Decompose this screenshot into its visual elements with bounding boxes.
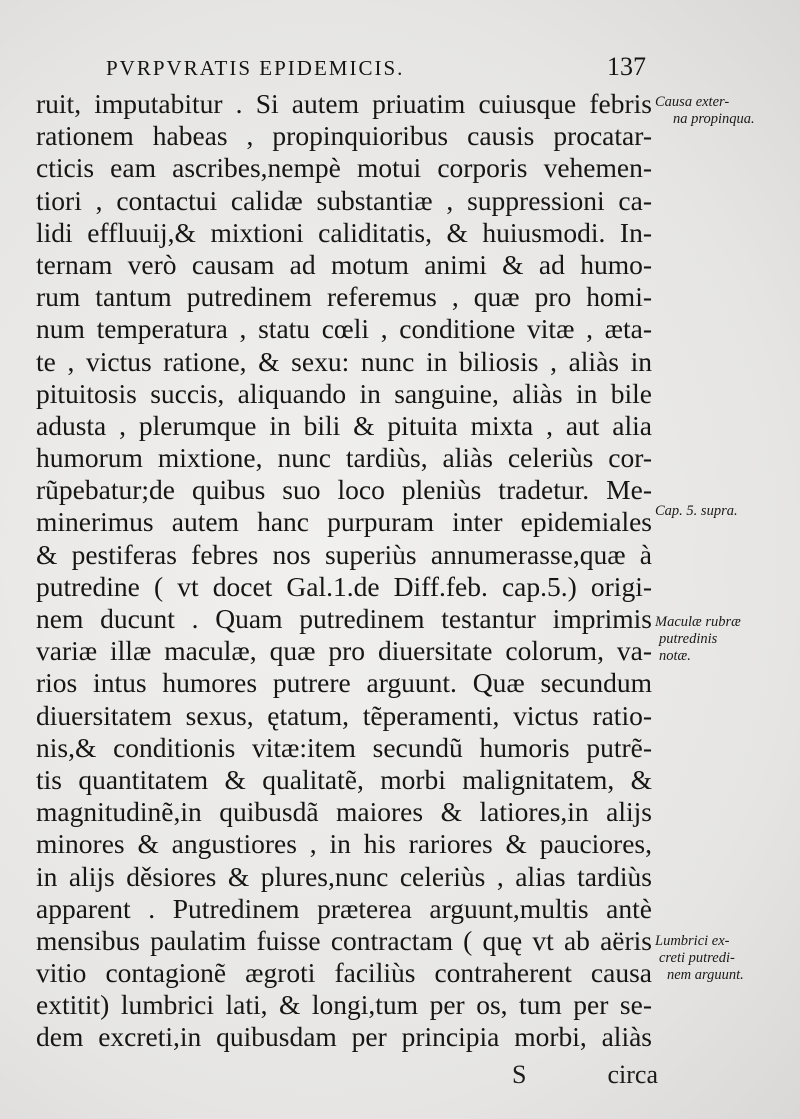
text-line: diuersitatem sexus, ętatum, tẽperamenti, victus ratio- [36,699,652,731]
text-line: pituitosis succis, aliquando in sanguine, aliàs in bile [36,377,652,409]
text-line: apparent . Putredinem præterea arguunt,multis antè [36,892,652,924]
text-line: variæ illæ maculæ, quæ pro diuersitate colorum, va- [36,635,652,667]
text-line: rationem habeas , propinquioribus causis procatar- [36,120,652,152]
text-line: cticis eam ascribes,nempè motui corporis vehemen- [36,152,652,184]
text-line: rum tantum putredinem referemus , quæ pro homi- [36,281,652,313]
text-line: extitit) lumbrici lati, & longi,tum per os, tum per se- [36,989,652,1021]
text-line: magnitudinẽ,in quibusdã maiores & latiores,in alijs [36,796,652,828]
text-line: nem ducunt . Quam putredinem testantur imprimis [36,603,652,634]
signature-mark: S [512,1060,527,1089]
marginal-note-line: creti putredi- [659,950,735,966]
text-line: minores & angustiores , in his rariores & pauciores, [36,828,652,860]
text-line: putredine ( vt docet Gal.1.de Diff.feb. cap.5.) origi- [36,570,652,602]
text-line: ternam verò causam ad motum animi & ad humo- [36,248,652,280]
marginal-note-line: Lumbrici ex- [655,933,730,949]
marginal-note-line: na propinqua. [673,111,755,127]
marginal-note-line: Causa exter- [655,94,730,110]
text-line: lidi effluuij,& mixtioni caliditatis, & huiusmodi. In- [36,216,652,248]
page-footer [36,1060,658,1090]
page-number: 137 [607,52,646,81]
marginal-note-line: Cap. 5. supra. [655,503,738,519]
text-line: rios intus humores putrere arguunt. Quæ secundum [36,667,652,699]
text-line: nis,& conditionis vitæ:item secundũ humoris putrẽ- [36,731,652,763]
running-title: PVRPVRATIS EPIDEMICIS. [106,56,405,80]
text-line: dem excreti,in quibusdam per principia morbi, aliàs [36,1021,652,1053]
marginal-note-line: notæ. [659,648,691,664]
text-line: & pestiferas febres nos superiùs annumerasse,quæ à [36,538,652,570]
catchword: circa [607,1060,658,1089]
text-line: te , victus ratione, & sexu: nunc in biliosis , aliàs in [36,345,652,377]
marginal-note-maculae [655,614,795,665]
page-header [106,52,646,84]
text-line: tiori , contactui calidæ substantiæ , suppressioni ca- [36,184,652,216]
text-line: minerimus autem hanc purpuram inter epidemiales [36,506,652,538]
text-line: rũpebatur;de quibus suo loco pleniùs tradetur. Me- [36,474,652,506]
marginal-note-line: Maculæ rubræ [655,614,741,630]
marginal-note-line: putredinis [659,631,718,647]
marginal-note-lumbrici [655,933,795,984]
text-line: num temperatura , statu cœli , conditione vitæ , æta- [36,313,652,345]
text-line: mensibus paulatim fuisse contractam ( quę vt ab aëris [36,924,652,956]
text-line: in alijs děsiores & plures,nunc celeriùs , alias tardiùs [36,860,652,892]
text-line: tis quantitatem & qualitatẽ, morbi malignitatem, & [36,763,652,795]
main-text-block [36,88,652,1054]
text-line: adusta , plerumque in bili & pituita mixta , aut alia [36,409,652,441]
marginal-note-causa-externa [655,94,795,128]
marginal-note-line: nem arguunt. [667,967,744,983]
marginal-note-cap-supra [655,503,795,520]
text-line: ruit, imputabitur . Si autem priuatim cuiusque febris [36,88,652,119]
text-line: humorum mixtione, nunc tardiùs, aliàs celeriùs cor- [36,442,652,474]
text-line: vitio contagionẽ ægroti faciliùs contraherent causa [36,957,652,989]
